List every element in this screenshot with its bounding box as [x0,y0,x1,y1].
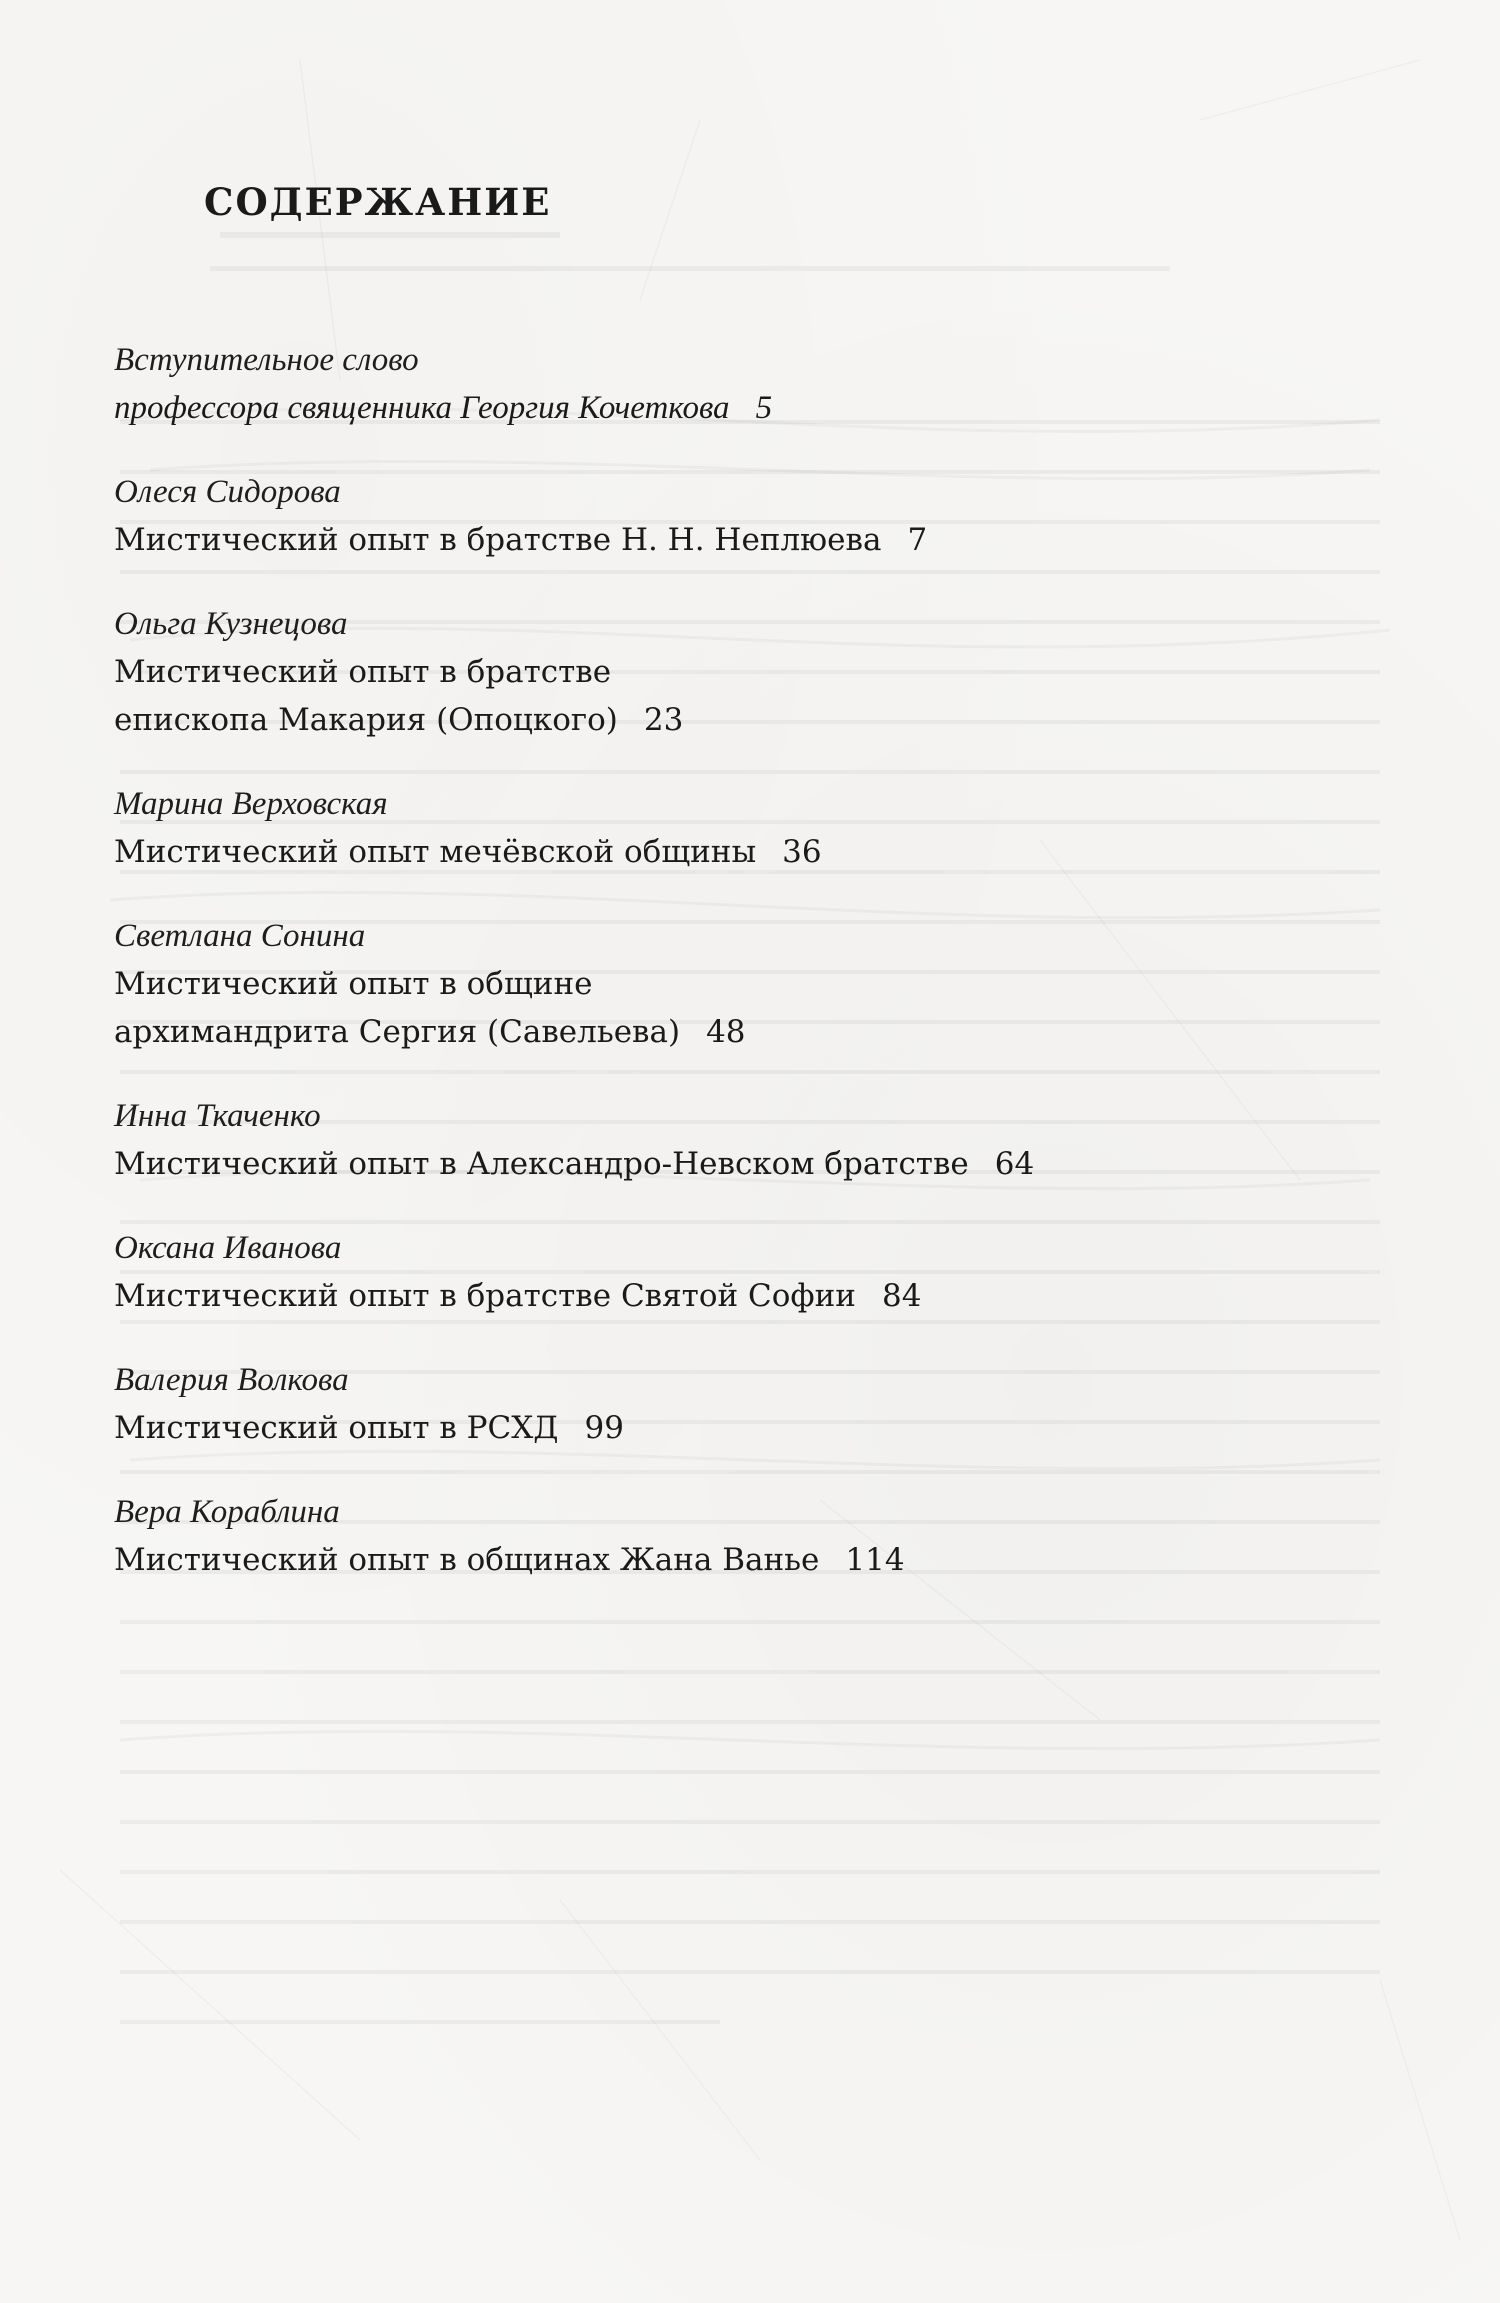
toc-entry-author: Вера Кораблина [114,1494,340,1530]
toc-entry-author: Вступительное слово [114,342,419,378]
toc-entry-author: Валерия Волкова [114,1362,349,1398]
toc-entry-title [114,828,1354,876]
toc-entry-title [114,1008,1354,1056]
toc-entry-title-text: Мистический опыт в братстве Святой Софии [114,1278,856,1314]
toc-entry-page-number: 99 [584,1410,624,1446]
toc-entry-title-text: Мистический опыт мечёвской общины [114,834,757,870]
toc-entry-page-number: 114 [845,1542,905,1578]
toc-entry[interactable] [114,1356,1354,1452]
toc-entry[interactable] [114,780,1354,876]
toc-entry-title: Мистический опыт в братстве [114,654,612,690]
toc-entry-title: Мистический опыт в общине [114,966,593,1002]
toc-entry-author: Ольга Кузнецова [114,606,348,642]
toc-entry-title-text: Мистический опыт в РСХД [114,1410,559,1446]
toc-entry-title-text: архимандрита Сергия (Савельева) [114,1014,681,1050]
toc-entry[interactable] [114,1224,1354,1320]
toc-entry-title-text: Мистический опыт в братстве Н. Н. Неплюева [114,522,882,558]
toc-entry[interactable] [114,1092,1354,1188]
toc-entry-title-text: епископа Макария (Опоцкого) [114,702,618,738]
toc-entry-title-text: Мистический опыт в Александро-Невском братстве [114,1146,969,1182]
page-title: СОДЕРЖАНИЕ [204,180,552,224]
toc-entry-page-number: 7 [907,522,928,558]
toc-entry-title [114,696,1354,744]
toc-entry[interactable] [114,912,1354,1056]
toc-entry-page-number: 5 [755,390,773,426]
toc-entry-title [114,1536,1354,1584]
toc-entry[interactable] [114,1488,1354,1584]
toc-list [114,336,1354,1620]
toc-entry-title [114,516,1354,564]
toc-entry-title [114,384,1354,432]
toc-entry[interactable] [114,336,1354,432]
toc-entry-page-number: 48 [706,1014,746,1050]
toc-entry-author: Марина Верховская [114,786,388,822]
toc-entry-title-text: профессора священника Георгия Кочеткова [114,390,730,426]
toc-entry-author: Олеся Сидорова [114,474,341,510]
toc-entry-page-number: 36 [782,834,822,870]
toc-entry-author: Инна Ткаченко [114,1098,321,1134]
toc-entry-title [114,1272,1354,1320]
toc-entry-page-number: 84 [881,1278,922,1314]
toc-entry-title [114,1404,1354,1452]
toc-entry-page-number: 64 [994,1146,1035,1182]
toc-entry-author: Светлана Сонина [114,918,366,954]
toc-entry-title-text: Мистический опыт в общинах Жана Ванье [114,1542,820,1578]
toc-entry[interactable] [114,468,1354,564]
toc-entry[interactable] [114,600,1354,744]
toc-entry-author: Оксана Иванова [114,1230,342,1266]
toc-entry-page-number: 23 [643,702,684,738]
toc-entry-title [114,1140,1354,1188]
